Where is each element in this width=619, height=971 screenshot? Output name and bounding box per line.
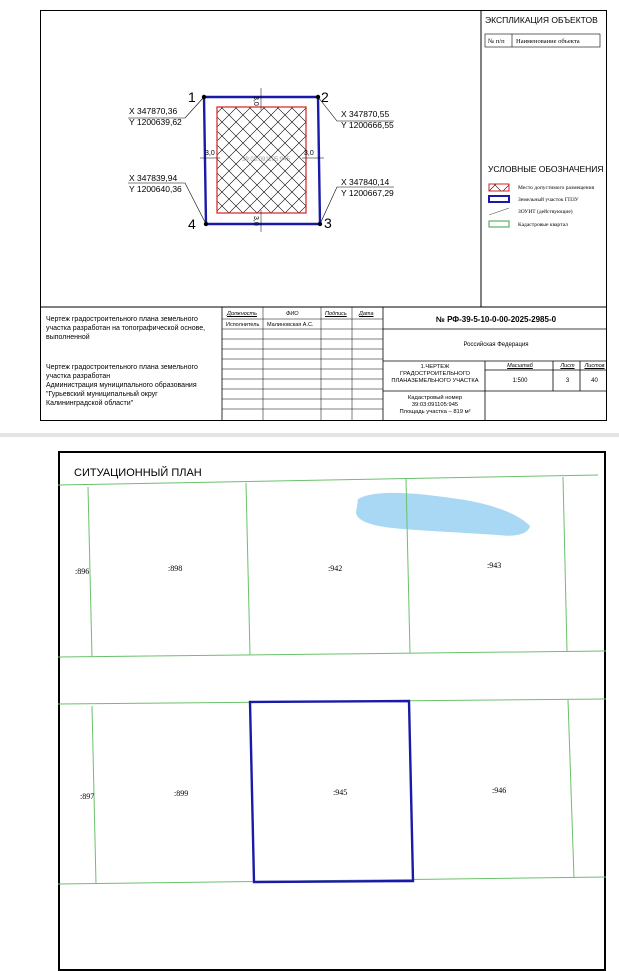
point-2-y: Y 1200666,55	[341, 120, 394, 130]
sig-header-name: ФИО	[286, 311, 299, 317]
explication-title: ЭКСПЛИКАЦИЯ ОБЪЕКТОВ	[485, 15, 598, 25]
sig-row1-name: Малиновская А.С.	[267, 322, 314, 328]
legend-item-parcel: Земельный участок ГПЗУ	[518, 197, 579, 203]
parcel-label-898: :898	[168, 564, 183, 573]
point-1-x: X 347870,36	[129, 106, 178, 116]
sheets-value: 40	[591, 378, 598, 384]
legend-parcel-symbol	[489, 196, 509, 202]
sig-header-position: Должность	[227, 311, 258, 317]
situation-plan-title: СИТУАЦИОННЫЙ ПЛАН	[70, 467, 206, 479]
legend-item-zouit: ЗОУИТ (действующие)	[518, 209, 573, 215]
point-1-y: Y 1200639,62	[129, 117, 182, 127]
explication-col-num: № п/п	[488, 38, 505, 45]
sig-header-signature: Подпись	[325, 311, 347, 317]
doc-number: № РФ-39-5-10-0-00-2025-2985-0	[435, 315, 557, 324]
drawing-sheet	[40, 10, 607, 421]
sig-header-date: Дата	[359, 311, 374, 317]
legend-item-kvartal: Кадастровые квартал	[518, 222, 568, 228]
parcel-label-899: :899	[174, 789, 189, 798]
situation-plan-map	[58, 451, 606, 971]
parcel-label-942: :942	[328, 564, 343, 573]
legend-zouit-symbol	[489, 208, 509, 215]
legend-item-placement: Место допустимого размещения	[518, 185, 595, 191]
sheet-value: 3	[565, 378, 570, 384]
scale-value: 1:500	[512, 378, 528, 384]
page-divider	[0, 433, 619, 437]
legend-kvartal-symbol	[489, 221, 509, 227]
point-3-x: X 347840,14	[341, 177, 390, 187]
point-4-x: X 347839,94	[129, 173, 178, 183]
setback-left: 3,0	[205, 150, 215, 157]
setback-right: 3,0	[304, 150, 314, 157]
situation-plan-sheet	[58, 451, 606, 971]
setback-bottom: 3,0	[252, 216, 259, 226]
explication-col-name: Наименование объекта	[516, 38, 580, 45]
legend-hatch-symbol	[489, 184, 509, 191]
parcel-label-896: :896	[75, 567, 90, 576]
parcel-label-943: :943	[487, 561, 502, 570]
point-4-y: Y 1200640,36	[129, 184, 182, 194]
sheets-header: Листов	[584, 363, 605, 369]
note-2: Чертеж градостроительного плана земельного участка разработан Администрация муниципального образования "Гурьевский муниципальный округ Калининградской области"	[46, 364, 198, 407]
point-1-number: 1	[188, 89, 196, 105]
setback-top: 3,0	[252, 96, 259, 106]
sig-row1-position: Исполнитель	[226, 322, 260, 328]
point-2-x: X 347870,55	[341, 109, 390, 119]
legend-title: УСЛОВНЫЕ ОБОЗНАЧЕНИЯ	[488, 164, 604, 174]
highlighted-parcel-945	[250, 701, 413, 882]
point-2-number: 2	[321, 89, 329, 105]
parcel-center-label: 39:03:091105:945	[242, 157, 290, 163]
parcel-label-945: :945	[333, 788, 348, 797]
parcel-label-946: :946	[492, 786, 507, 795]
point-4-number: 4	[188, 216, 196, 232]
note-1: Чертеж градостроительного плана земельного участка разработан на топографической основе, выполненной	[46, 316, 206, 341]
scale-header: Масштаб	[507, 363, 533, 369]
country: Российская Федерация	[463, 342, 529, 348]
sheet-header: Лист	[560, 363, 575, 369]
point-3-y: Y 1200667,29	[341, 188, 394, 198]
parcel-label-897: :897	[80, 792, 95, 801]
point-3-number: 3	[324, 215, 332, 231]
cadastral-info: Кадастровый номер 39:03:091105:945 Площадь участка – 819 м²	[399, 395, 471, 415]
water-body	[356, 493, 530, 536]
sheet-title: 1.ЧЕРТЕЖ ГРАДОСТРОИТЕЛЬНОГО ПЛАНАЗЕМЕЛЬНОГО УЧАСТКА	[391, 364, 479, 384]
